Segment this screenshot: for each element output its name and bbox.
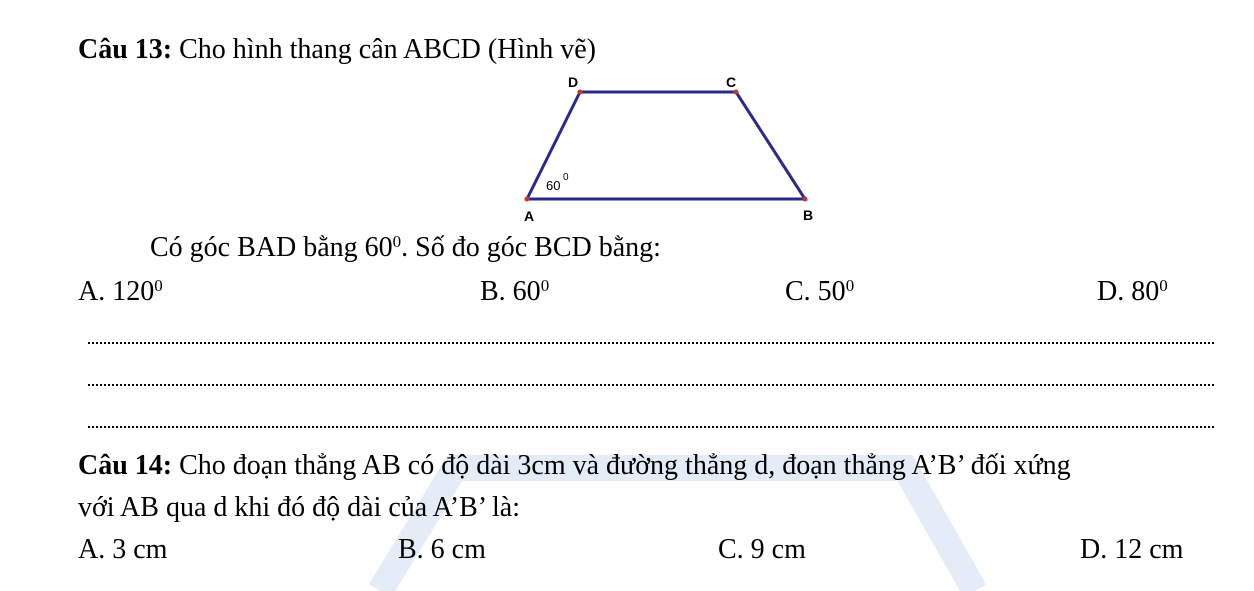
vertex-label-d: D — [568, 74, 579, 90]
degree-sup: 0 — [154, 276, 163, 295]
vertex-a-dot — [525, 197, 530, 202]
question-14-heading — [78, 450, 1071, 482]
vertex-b-dot — [803, 197, 808, 202]
q14-option-b[interactable]: B. 6 cm — [398, 534, 486, 565]
vertex-c-dot — [734, 90, 739, 95]
q14-option-a[interactable]: A. 3 cm — [78, 534, 168, 565]
q14-option-c[interactable]: C. 9 cm — [718, 534, 806, 565]
degree-sup: 0 — [1159, 276, 1168, 295]
degree-sup: 0 — [392, 232, 402, 251]
vertex-label-b: B — [803, 207, 814, 223]
vertex-label-a: A — [524, 208, 535, 224]
question-14-text-line2: với AB qua d khi đó độ dài của A’B’ là: — [78, 492, 521, 523]
angle-label-degree: 0 — [563, 172, 569, 183]
trapezoid-shape — [527, 92, 805, 199]
question-13-stem — [150, 232, 661, 264]
answer-line-2[interactable] — [88, 384, 1214, 386]
q13-option-a[interactable] — [78, 276, 163, 308]
trapezoid-figure — [510, 70, 820, 230]
vertex-label-c: C — [726, 74, 737, 90]
q13-option-c[interactable] — [785, 276, 854, 308]
q13-option-a-text: A. 120 — [78, 276, 155, 307]
angle-label: 60 — [546, 178, 561, 193]
question-14-label: Câu 14: — [78, 450, 173, 481]
q13-option-c-text: C. 50 — [785, 276, 846, 307]
degree-sup: 0 — [845, 276, 855, 295]
question-13-stem-tail: . Số đo góc BCD bằng: — [401, 232, 661, 263]
q13-option-b-text: B. 60 — [480, 276, 541, 307]
vertex-d-dot — [578, 90, 583, 95]
degree-sup: 0 — [540, 276, 550, 295]
answer-line-1[interactable] — [88, 342, 1214, 344]
q13-option-d-text: D. 80 — [1097, 276, 1160, 307]
q13-option-b[interactable] — [480, 276, 549, 308]
question-13-text: Cho hình thang cân ABCD (Hình vẽ) — [172, 34, 596, 65]
question-13-stem-text: Có góc BAD bằng 60 — [150, 232, 393, 263]
question-13-label: Câu 13: — [78, 34, 173, 65]
q13-option-d[interactable] — [1097, 276, 1168, 308]
question-14-text-line1: Cho đoạn thẳng AB có độ dài 3cm và đường thẳng d, đoạn thẳng A’B’ đối xứng — [172, 450, 1071, 481]
answer-line-3[interactable] — [88, 426, 1214, 428]
q14-option-d[interactable]: D. 12 cm — [1080, 534, 1184, 565]
question-13-heading — [78, 34, 596, 66]
